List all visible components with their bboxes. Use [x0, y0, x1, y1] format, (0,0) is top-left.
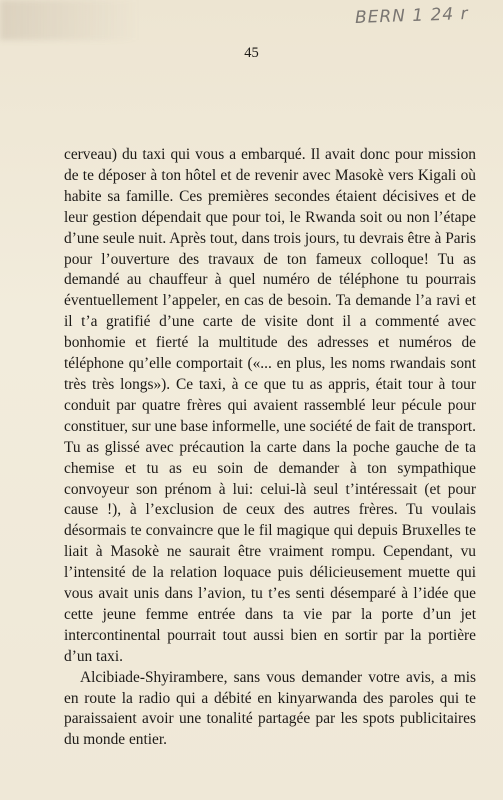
bleed-through-shadow	[0, 0, 140, 40]
page-number: 45	[244, 45, 259, 61]
paragraph: cerveau) du taxi qui vous a embarqué. Il avait donc pour mission de te déposer à ton hôtel et de revenir avec Masokè vers Kigali où habite sa famille. Ces premières secondes étaient décisives et de leur gestion dépendait que pour toi, le Rwanda soit ou non l’étape d’une seule nuit. Après tout, dans trois jours, tu devrais être à Paris pour l’ouverture des travaux de ton fameux colloque! Tu as demandé au chauffeur à quel numéro de téléphone tu pourrais éventuellement l’appeler, en cas de besoin. Ta demande l’a ravi et il t’a gratifié d’une carte de visite dont il a commenté avec bonhomie et fierté la multitude des adresses et numéros de téléphone qu’elle comportait («... en plus, les noms rwandais sont très très longs»). Ce taxi, à ce que tu as appris, était tour à tour conduit par quatre frères qui avaient rassemblé leur pécule pour constituer, sur une base informelle, une société de fait de transport. Tu as glissé avec précaution la carte dans la poche gauche de ta chemise et tu as eu soin de demander à ton sympathique convoyeur son prénom à lui: celui-là seul t’intéressait (et pour cause !), à l’exclusion de ceux des autres frères. Tu voulais désormais te convaincre que le fil magique qui depuis Bruxelles te liait à Masokè ne saurait être vraiment rompu. Cependant, vu l’intensité de la relation loquace puis délicieusement muette qui vous avait unis dans l’avion, tu t’es senti désemparé à l’idée que cette jeune femme entrée dans ta vie par la porte d’un jet intercontinental pourrait tout aussi bien en sortir par la portière d’un taxi.	[64, 146, 476, 665]
handwritten-annotation: BERN 1 24 r	[354, 4, 469, 28]
paragraph: Alcibiade-Shyirambere, sans vous demander votre avis, a mis en route la radio qui a débité en kinyarwanda des paroles qui te paraissaient avoir une tonalité partagée par les spots publicitaires du monde entier.	[64, 668, 476, 749]
body-text	[64, 145, 476, 751]
